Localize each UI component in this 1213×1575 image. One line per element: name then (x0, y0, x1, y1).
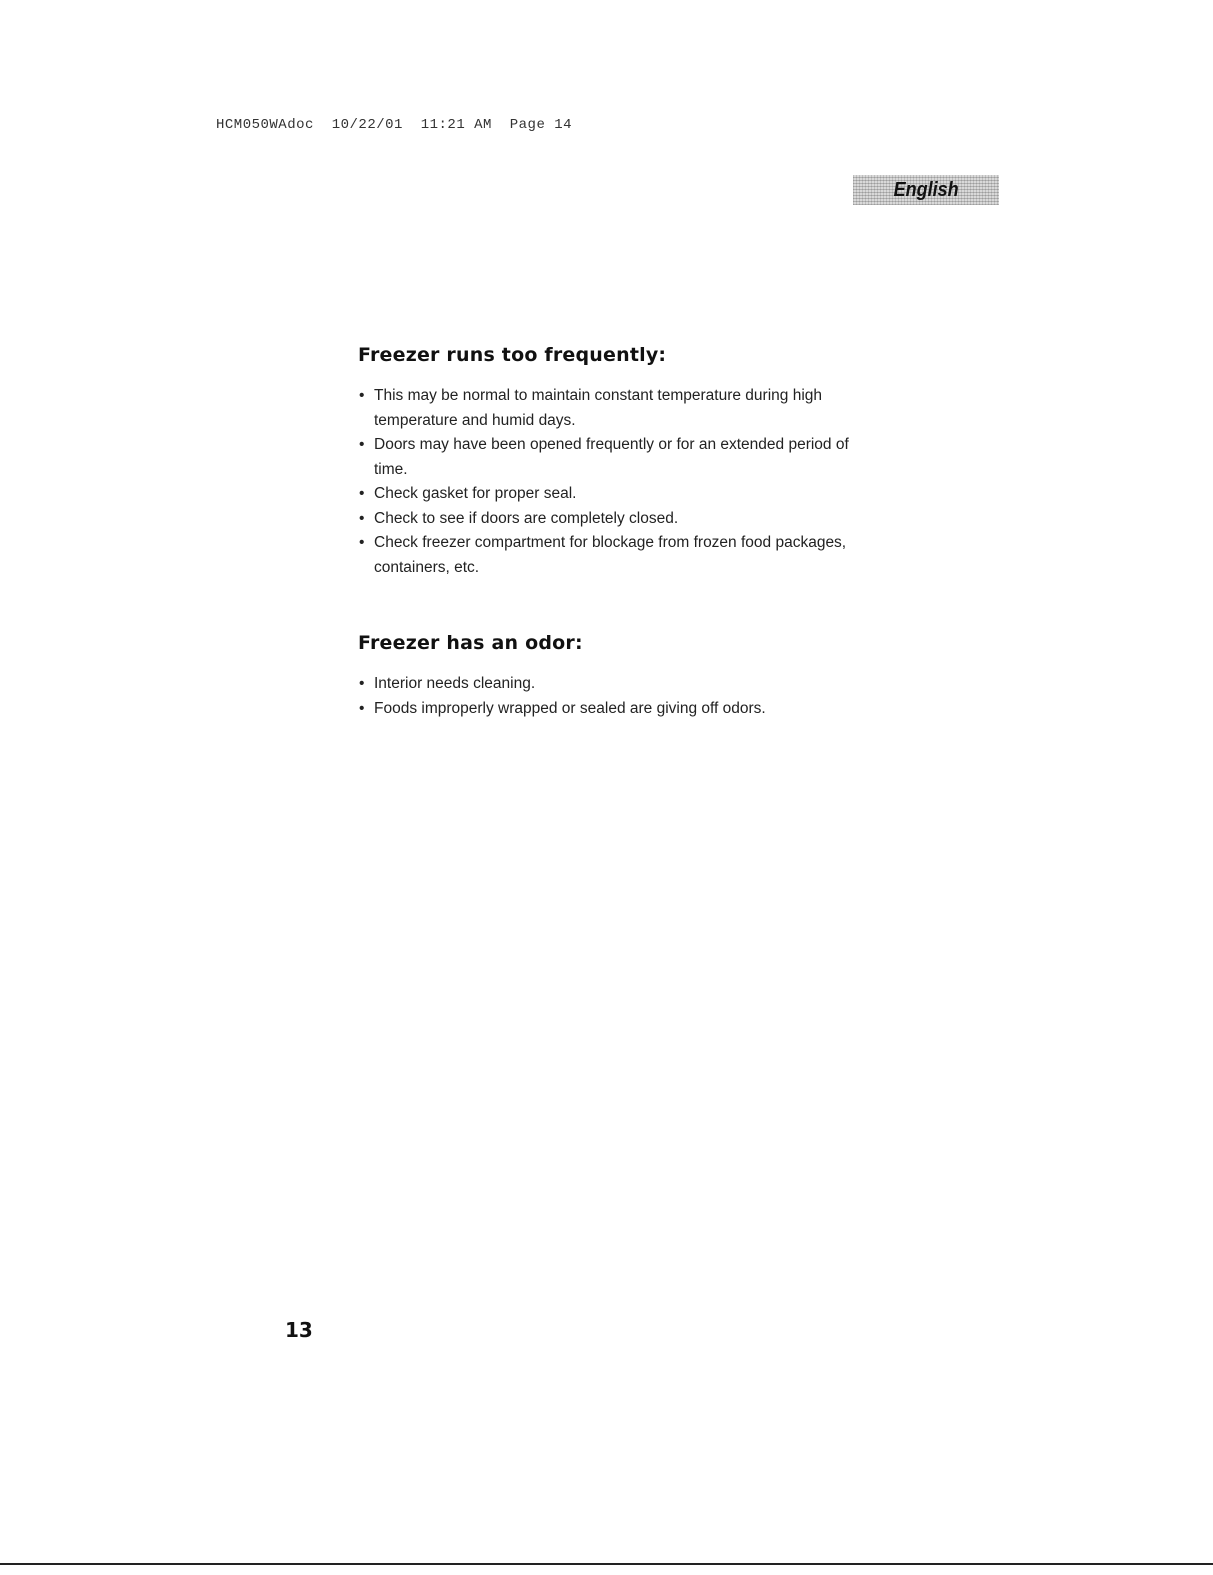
list-item: • Doors may have been opened frequently or for an extended period of time. (358, 433, 878, 482)
list-item: • Interior needs cleaning. (358, 672, 878, 697)
list-item: • Check to see if doors are completely closed. (358, 507, 878, 532)
list-item: • Foods improperly wrapped or sealed are giving off odors. (358, 697, 878, 722)
document-header: HCM050WAdoc 10/22/01 11:21 AM Page 14 (216, 117, 573, 133)
list-item: • Check gasket for proper seal. (358, 482, 878, 507)
page-number: 13 (285, 1318, 313, 1342)
language-tab-label: English (893, 178, 959, 201)
bottom-divider (0, 1563, 1213, 1565)
section-heading: Freezer runs too frequently: (358, 344, 667, 366)
bullet-list (358, 672, 878, 721)
list-item: • This may be normal to maintain constant temperature during high temperature and humid days. (358, 384, 878, 433)
list-item: • Check freezer compartment for blockage from frozen food packages, containers, etc. (358, 531, 878, 580)
section-heading: Freezer has an odor: (358, 632, 583, 654)
section-freezer-runs-frequently (358, 344, 878, 580)
section-freezer-odor (358, 632, 878, 721)
language-tab (853, 175, 999, 205)
bullet-list (358, 384, 878, 580)
